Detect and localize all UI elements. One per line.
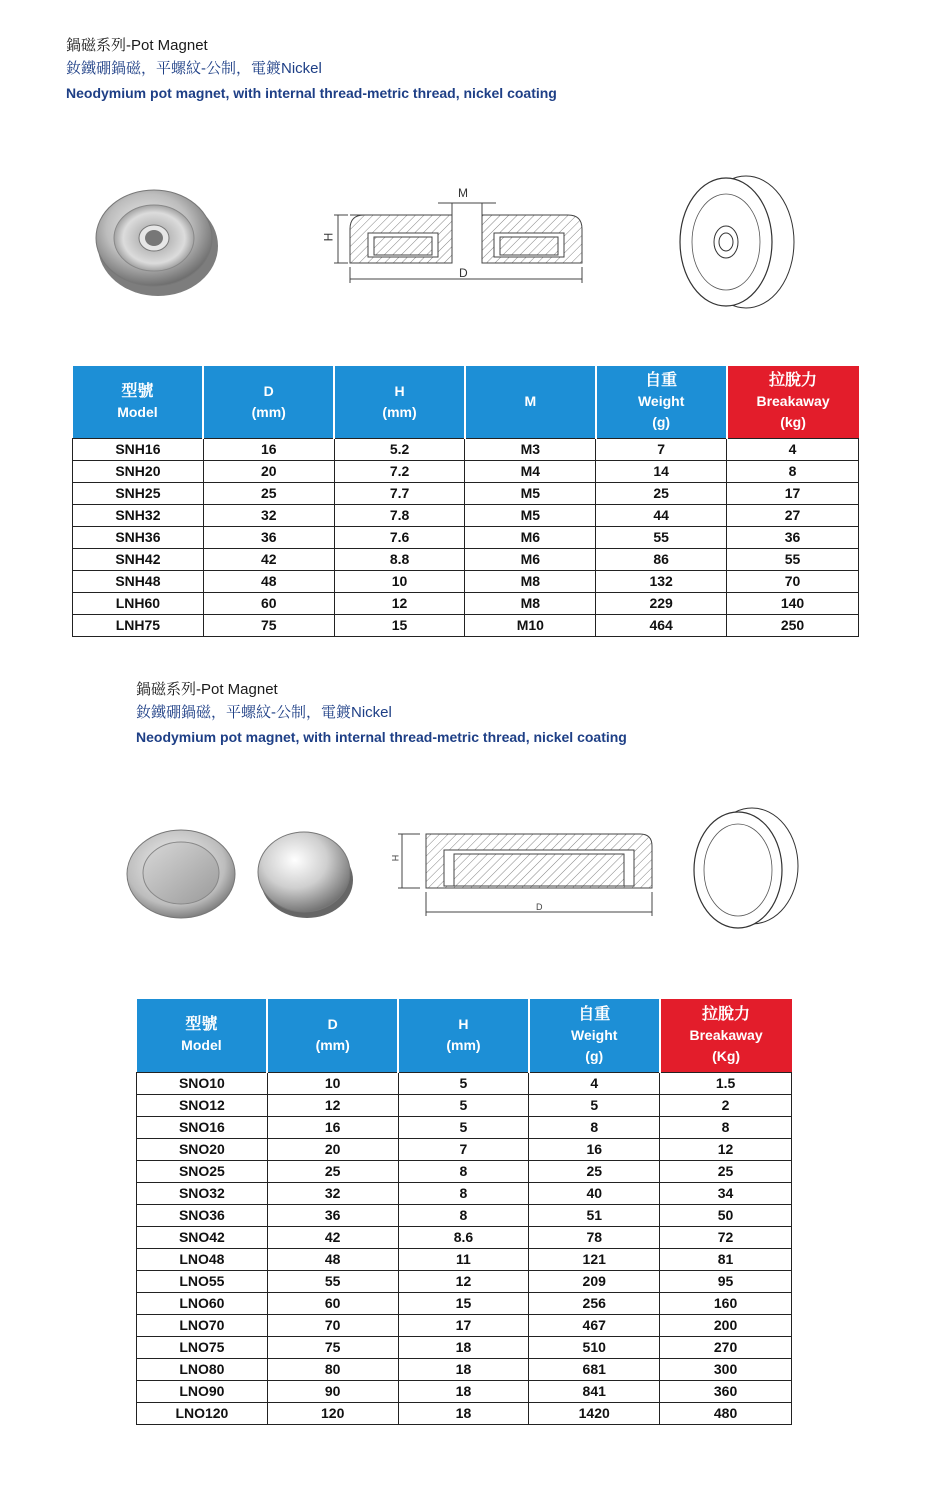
value-cell: 8 xyxy=(398,1182,529,1204)
model-cell: SNO16 xyxy=(137,1116,268,1138)
value-cell: 256 xyxy=(529,1292,660,1314)
model-cell: LNO90 xyxy=(137,1380,268,1402)
table-row xyxy=(137,1094,792,1116)
section-description: Neodymium pot magnet, with internal thread-metric thread, nickel coating xyxy=(66,85,557,101)
model-cell: SNO42 xyxy=(137,1226,268,1248)
table-header-row xyxy=(73,366,859,438)
table-row xyxy=(73,548,859,570)
table-row xyxy=(73,614,859,636)
value-cell: 60 xyxy=(267,1292,398,1314)
value-cell: 34 xyxy=(660,1182,792,1204)
dim-label-d: D xyxy=(536,902,543,912)
value-cell: 8 xyxy=(660,1116,792,1138)
table-row xyxy=(73,482,859,504)
value-cell: 209 xyxy=(529,1270,660,1292)
value-cell: 8 xyxy=(727,460,859,482)
value-cell: 75 xyxy=(203,614,334,636)
value-cell: M10 xyxy=(465,614,596,636)
value-cell: 8 xyxy=(529,1116,660,1138)
section-title: 鍋磁系列-Pot Magnet xyxy=(136,681,278,698)
value-cell: 75 xyxy=(267,1336,398,1358)
table-row xyxy=(137,1336,792,1358)
spec-table-threaded xyxy=(72,366,859,637)
value-cell: M8 xyxy=(465,570,596,592)
value-cell: 480 xyxy=(660,1402,792,1424)
table-row xyxy=(137,1138,792,1160)
value-cell: 160 xyxy=(660,1292,792,1314)
value-cell: 18 xyxy=(398,1380,529,1402)
table-row xyxy=(137,1204,792,1226)
value-cell: 27 xyxy=(727,504,859,526)
value-cell: M4 xyxy=(465,460,596,482)
model-cell: SNH32 xyxy=(73,504,204,526)
model-cell: SNO32 xyxy=(137,1182,268,1204)
table-row xyxy=(137,1292,792,1314)
value-cell: 25 xyxy=(203,482,334,504)
value-cell: 25 xyxy=(596,482,727,504)
value-cell: 18 xyxy=(398,1358,529,1380)
value-cell: 250 xyxy=(727,614,859,636)
value-cell: 20 xyxy=(267,1138,398,1160)
value-cell: 12 xyxy=(267,1094,398,1116)
value-cell: 16 xyxy=(203,438,334,460)
value-cell: 17 xyxy=(727,482,859,504)
table-row xyxy=(73,460,859,482)
model-cell: SNO25 xyxy=(137,1160,268,1182)
table-row xyxy=(137,1270,792,1292)
value-cell: 7.7 xyxy=(334,482,465,504)
value-cell: 25 xyxy=(267,1160,398,1182)
header-d: D (mm) xyxy=(203,366,334,438)
value-cell: 36 xyxy=(727,526,859,548)
value-cell: 132 xyxy=(596,570,727,592)
value-cell: 12 xyxy=(398,1270,529,1292)
cross-section-drawing-threaded xyxy=(318,185,598,285)
model-cell: LNH75 xyxy=(73,614,204,636)
value-cell: 48 xyxy=(203,570,334,592)
value-cell: 40 xyxy=(529,1182,660,1204)
value-cell: 1420 xyxy=(529,1402,660,1424)
value-cell: 32 xyxy=(203,504,334,526)
section-subtitle: 釹鐵硼鍋磁，平螺紋-公制，電鍍Nickel xyxy=(66,60,322,77)
value-cell: 4 xyxy=(529,1072,660,1094)
header-model: 型號 Model xyxy=(137,999,268,1072)
value-cell: 55 xyxy=(596,526,727,548)
value-cell: 78 xyxy=(529,1226,660,1248)
spec-table-flat xyxy=(136,999,792,1425)
value-cell: 841 xyxy=(529,1380,660,1402)
table-row xyxy=(137,1226,792,1248)
value-cell: 467 xyxy=(529,1314,660,1336)
header-weight: 自重 Weight (g) xyxy=(596,366,727,438)
value-cell: 18 xyxy=(398,1402,529,1424)
model-cell: LNO55 xyxy=(137,1270,268,1292)
value-cell: 20 xyxy=(203,460,334,482)
value-cell: 8 xyxy=(398,1204,529,1226)
value-cell: 7 xyxy=(596,438,727,460)
table-row xyxy=(73,438,859,460)
value-cell: 80 xyxy=(267,1358,398,1380)
value-cell: 229 xyxy=(596,592,727,614)
value-cell: 4 xyxy=(727,438,859,460)
header-h: H (mm) xyxy=(398,999,529,1072)
pot-magnet-flat-photo-front xyxy=(124,826,239,921)
value-cell: 36 xyxy=(203,526,334,548)
value-cell: 7.2 xyxy=(334,460,465,482)
dim-label-h: H xyxy=(321,232,336,242)
value-cell: 16 xyxy=(529,1138,660,1160)
model-cell: LNO75 xyxy=(137,1336,268,1358)
value-cell: 140 xyxy=(727,592,859,614)
value-cell: 7.6 xyxy=(334,526,465,548)
value-cell: 15 xyxy=(398,1292,529,1314)
value-cell: 50 xyxy=(660,1204,792,1226)
value-cell: 42 xyxy=(267,1226,398,1248)
header-m: M xyxy=(465,366,596,438)
value-cell: 11 xyxy=(398,1248,529,1270)
value-cell: 60 xyxy=(203,592,334,614)
model-cell: SNO12 xyxy=(137,1094,268,1116)
value-cell: 17 xyxy=(398,1314,529,1336)
model-cell: SNH48 xyxy=(73,570,204,592)
dim-label-h: H xyxy=(390,854,401,862)
model-cell: LNO60 xyxy=(137,1292,268,1314)
header-breakaway: 拉脫力 Breakaway (kg) xyxy=(727,366,859,438)
value-cell: 12 xyxy=(334,592,465,614)
table-row xyxy=(137,1116,792,1138)
value-cell: 18 xyxy=(398,1336,529,1358)
table-row xyxy=(137,1358,792,1380)
table-header-row xyxy=(137,999,792,1072)
value-cell: M6 xyxy=(465,526,596,548)
value-cell: 90 xyxy=(267,1380,398,1402)
value-cell: M5 xyxy=(465,504,596,526)
model-cell: SNH25 xyxy=(73,482,204,504)
table-row xyxy=(73,570,859,592)
cross-section-drawing-flat xyxy=(388,826,658,921)
value-cell: 121 xyxy=(529,1248,660,1270)
value-cell: M8 xyxy=(465,592,596,614)
value-cell: 42 xyxy=(203,548,334,570)
value-cell: 48 xyxy=(267,1248,398,1270)
value-cell: M6 xyxy=(465,548,596,570)
value-cell: 70 xyxy=(267,1314,398,1336)
model-cell: SNO20 xyxy=(137,1138,268,1160)
header-weight: 自重 Weight (g) xyxy=(529,999,660,1072)
table-row xyxy=(137,1380,792,1402)
table-row xyxy=(137,1248,792,1270)
table-row xyxy=(73,592,859,614)
value-cell: 8.8 xyxy=(334,548,465,570)
table-row xyxy=(137,1314,792,1336)
value-cell: 510 xyxy=(529,1336,660,1358)
value-cell: 70 xyxy=(727,570,859,592)
value-cell: 300 xyxy=(660,1358,792,1380)
model-cell: SNH20 xyxy=(73,460,204,482)
table-row xyxy=(137,1072,792,1094)
value-cell: 86 xyxy=(596,548,727,570)
value-cell: 72 xyxy=(660,1226,792,1248)
value-cell: 270 xyxy=(660,1336,792,1358)
dim-label-m: M xyxy=(458,186,468,200)
header-breakaway: 拉脫力 Breakaway (Kg) xyxy=(660,999,792,1072)
value-cell: 5 xyxy=(529,1094,660,1116)
value-cell: 95 xyxy=(660,1270,792,1292)
value-cell: 8 xyxy=(398,1160,529,1182)
table-row xyxy=(73,504,859,526)
dim-label-d: D xyxy=(459,266,468,280)
header-h: H (mm) xyxy=(334,366,465,438)
model-cell: LNO120 xyxy=(137,1402,268,1424)
model-cell: SNH16 xyxy=(73,438,204,460)
value-cell: 10 xyxy=(334,570,465,592)
value-cell: 25 xyxy=(660,1160,792,1182)
value-cell: 10 xyxy=(267,1072,398,1094)
model-cell: LNH60 xyxy=(73,592,204,614)
model-cell: SNH36 xyxy=(73,526,204,548)
value-cell: 7.8 xyxy=(334,504,465,526)
value-cell: 2 xyxy=(660,1094,792,1116)
value-cell: 681 xyxy=(529,1358,660,1380)
model-cell: LNO80 xyxy=(137,1358,268,1380)
value-cell: 16 xyxy=(267,1116,398,1138)
table-row xyxy=(73,526,859,548)
pot-magnet-flat-line-drawing xyxy=(688,800,808,938)
value-cell: 12 xyxy=(660,1138,792,1160)
value-cell: 44 xyxy=(596,504,727,526)
model-cell: SNO10 xyxy=(137,1072,268,1094)
value-cell: 51 xyxy=(529,1204,660,1226)
model-cell: SNH42 xyxy=(73,548,204,570)
section-subtitle: 釹鐵硼鍋磁，平螺紋-公制，電鍍Nickel xyxy=(136,704,392,721)
table-row xyxy=(137,1402,792,1424)
header-model: 型號 Model xyxy=(73,366,204,438)
value-cell: 5 xyxy=(398,1116,529,1138)
model-cell: SNO36 xyxy=(137,1204,268,1226)
section-description: Neodymium pot magnet, with internal thread-metric thread, nickel coating xyxy=(136,729,627,745)
value-cell: 36 xyxy=(267,1204,398,1226)
header-d: D (mm) xyxy=(267,999,398,1072)
value-cell: 200 xyxy=(660,1314,792,1336)
value-cell: 55 xyxy=(727,548,859,570)
value-cell: 55 xyxy=(267,1270,398,1292)
pot-magnet-threaded-photo xyxy=(90,180,220,300)
value-cell: 1.5 xyxy=(660,1072,792,1094)
value-cell: 120 xyxy=(267,1402,398,1424)
value-cell: 32 xyxy=(267,1182,398,1204)
value-cell: 5 xyxy=(398,1072,529,1094)
section-title: 鍋磁系列-Pot Magnet xyxy=(66,37,208,54)
value-cell: 15 xyxy=(334,614,465,636)
section-1-header xyxy=(66,35,557,105)
model-cell: LNO48 xyxy=(137,1248,268,1270)
value-cell: 8.6 xyxy=(398,1226,529,1248)
value-cell: 5.2 xyxy=(334,438,465,460)
value-cell: M3 xyxy=(465,438,596,460)
table-row xyxy=(137,1160,792,1182)
value-cell: 360 xyxy=(660,1380,792,1402)
pot-magnet-threaded-line-drawing xyxy=(676,170,806,320)
model-cell: LNO70 xyxy=(137,1314,268,1336)
value-cell: 464 xyxy=(596,614,727,636)
value-cell: 81 xyxy=(660,1248,792,1270)
section-2-header xyxy=(136,679,627,749)
value-cell: 14 xyxy=(596,460,727,482)
table-row xyxy=(137,1182,792,1204)
value-cell: 5 xyxy=(398,1094,529,1116)
value-cell: 7 xyxy=(398,1138,529,1160)
value-cell: 25 xyxy=(529,1160,660,1182)
value-cell: M5 xyxy=(465,482,596,504)
pot-magnet-flat-photo-back xyxy=(255,826,355,921)
